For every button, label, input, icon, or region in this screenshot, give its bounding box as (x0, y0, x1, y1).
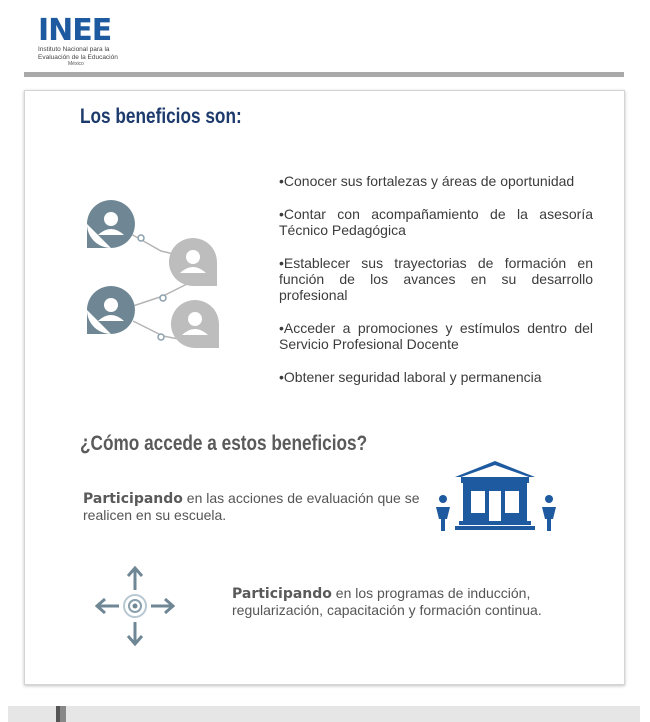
logo-line-2: Evaluación de la Educación (38, 53, 118, 61)
inee-logo[interactable] (38, 13, 128, 68)
access-item-evaluation (83, 490, 428, 523)
logo-country: México (68, 61, 84, 67)
benefit-item: •Contar con acompañamiento de la asesoría Técnico Pedagógica (279, 206, 593, 238)
access-item-bold: Participando (83, 491, 183, 507)
benefit-item: •Acceder a promociones y estímulos dentro del Servicio Profesional Docente (279, 320, 593, 352)
access-item-text: en los programas de inducción, regularización, capacitación y formación continua. (232, 585, 542, 618)
footer-marker-accent (60, 706, 66, 722)
benefits-title: Los beneficios son: (80, 105, 242, 128)
access-item-training (232, 585, 612, 618)
benefits-card (24, 90, 625, 685)
access-item-bold: Participando (232, 586, 332, 602)
benefit-item: •Establecer sus trayectorias de formación en función de los avances en su desarrollo profesional (279, 255, 593, 303)
benefits-list (279, 173, 593, 402)
access-title: ¿Cómo accede a estos beneficios? (80, 432, 368, 455)
logo-word: INEE (38, 13, 112, 48)
school-house-icon (433, 459, 558, 534)
benefit-item: •Obtener seguridad laboral y permanencia (279, 369, 542, 385)
footer-bar (8, 706, 640, 722)
access-item-text: en las acciones de evaluación que se realicen en su escuela. (83, 490, 420, 523)
header-divider (24, 72, 624, 77)
compass-arrows-icon (95, 566, 175, 646)
logo-line-1: Instituto Nacional para la (38, 46, 110, 53)
people-network-icon (81, 196, 251, 356)
benefit-item: •Conocer sus fortalezas y áreas de oportunidad (279, 173, 575, 189)
